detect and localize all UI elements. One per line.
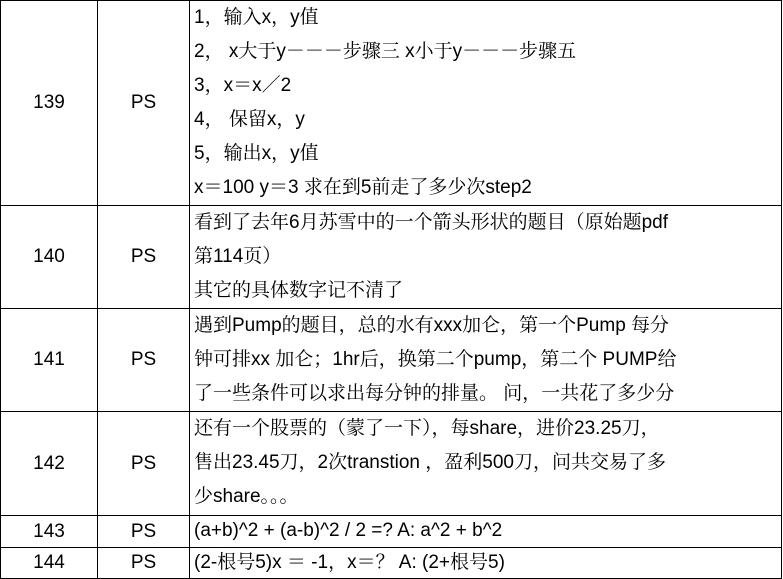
- question-description: [190, 412, 782, 516]
- description-line: 遇到Pump的题目，总的水有xxx加仑，第一个Pump 每分: [194, 315, 670, 336]
- question-number: 144: [1, 548, 98, 579]
- description-line: 少share。。。: [194, 486, 299, 507]
- description-line: 售出23.45刀，2次transtion ，盈利500刀，问共交易了多: [194, 452, 666, 473]
- question-type: PS: [98, 1, 190, 206]
- description-line: 还有一个股票的（蒙了一下），每share，进价23.25刀，: [194, 418, 660, 439]
- question-type: PS: [98, 309, 190, 412]
- question-type: PS: [98, 516, 190, 548]
- description-line: 3，x＝x／2: [194, 75, 292, 96]
- description-line: (a+b)^2 + (a-b)^2 / 2 =? A: a^2 + b^2: [194, 520, 503, 541]
- question-number: 143: [1, 516, 98, 548]
- question-number: 141: [1, 309, 98, 412]
- table-row: [1, 1, 782, 206]
- description-line: 1，输入x，y值: [194, 7, 319, 28]
- question-description: [190, 309, 782, 412]
- description-line: 5，输出x，y值: [194, 143, 319, 164]
- table-row: [1, 516, 782, 548]
- question-type: PS: [98, 548, 190, 579]
- question-number: 139: [1, 1, 98, 206]
- description-line: x＝100 y＝3 求在到5前走了多少次step2: [194, 177, 532, 198]
- table-row: [1, 309, 782, 412]
- question-description: [190, 516, 782, 548]
- question-description: [190, 1, 782, 206]
- description-line: (2-根号5)x ＝ -1，x＝？ A: (2+根号5): [194, 552, 505, 573]
- question-description: [190, 206, 782, 309]
- question-type: PS: [98, 412, 190, 516]
- question-number: 140: [1, 206, 98, 309]
- description-line: 钟可排xx 加仑；1hr后，换第二个pump，第二个 PUMP给: [194, 349, 677, 370]
- description-line: 其它的具体数字记不清了: [194, 280, 404, 301]
- table-row: [1, 548, 782, 579]
- table-row: [1, 412, 782, 516]
- description-line: 4， 保留x，y: [194, 109, 305, 130]
- description-line: 看到了去年6月苏雪中的一个箭头形状的题目（原始题pdf: [194, 212, 668, 233]
- description-line: 2， x大于y－－－步骤三 x小于y－－－步骤五: [194, 41, 577, 62]
- description-line: 了一些条件可以求出每分钟的排量。 问，一共花了多少分: [194, 383, 675, 404]
- table-row: [1, 206, 782, 309]
- description-line: 第114页）: [194, 246, 282, 267]
- question-number: 142: [1, 412, 98, 516]
- question-type: PS: [98, 206, 190, 309]
- question-description: [190, 548, 782, 579]
